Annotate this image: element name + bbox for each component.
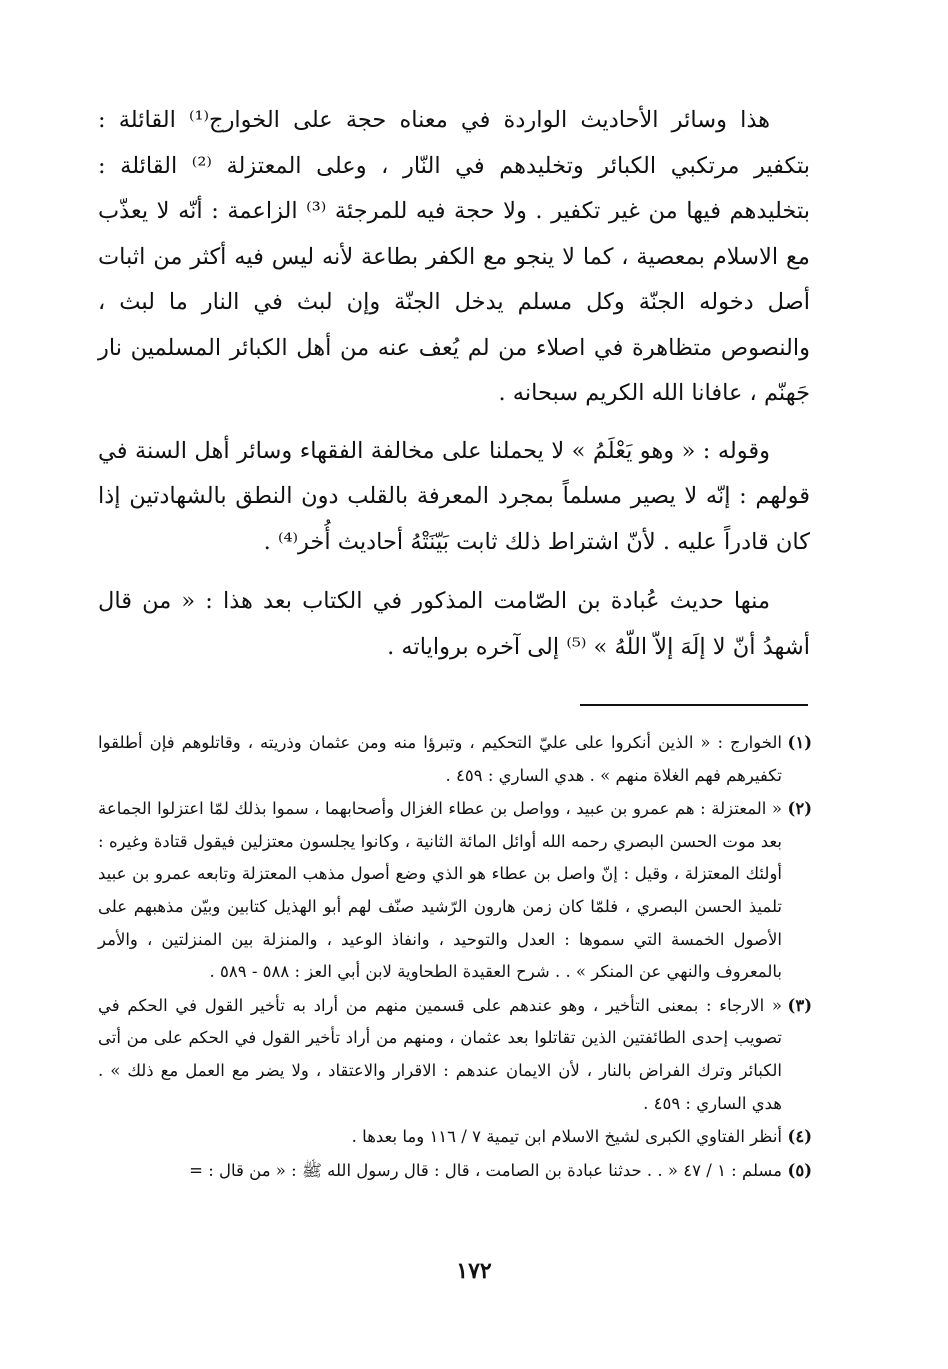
footnote-divider: [580, 704, 808, 706]
footnote-number: (٣): [787, 995, 812, 1015]
footnote-text: أنظر الفتاوي الكبرى لشيخ الاسلام ابن تيمية ٧ / ١١٦ وما بعدها .: [351, 1127, 782, 1147]
footnotes: [98, 727, 812, 1188]
footnote-text: مسلم : ١ / ٤٧ « . . حدثنا عبادة بن الصامت ، قال : قال رسول الله ﷺ : « من قال : =: [189, 1160, 782, 1180]
footnote-number: (١): [787, 733, 812, 752]
footnote-text: الخوارج : « الذين أنكروا على عليّ التحكيم ، وتبرؤا منه ومن عثمان وذريته ، وقاتلوهم فإن أطلقوا تكفيرهم فهم الغلاة منهم » . هدي الساري : ٤٥٩ .: [98, 733, 782, 785]
paragraph-2: وقوله : « وهو يَعْلَمُ » لا يحملنا على مخالفة الفقهاء وسائر أهل السنة في قولهم : إنّه لا يصير مسلماً بمجرد المعرفة بالقلب دون النطق بالشهادتين إذا كان قادراً عليه . لأنّ اشتراط ذلك ثابت بَيّنَتْهُ أحاديث أُخر⁽⁴⁾ .: [98, 437, 810, 555]
footnote-text: « الارجاء : بمعنى التأخير ، وهو عندهم على قسمين منهم من أراد به تأخير القول في الحكم في تصويب إحدى الطائفتين الذين تقاتلوا بعد عثمان ، ومنهم من أراد تأخير القول في الحكم على من أتى الكبائر وترك الفراض بالنار ، لأن الايمان عندهم : الاقرار والاعتقاد ، ولا يضر مع العمل مع ذلك » . هدي الساري : ٤٥٩ .: [98, 995, 782, 1113]
footnote-1: [98, 727, 812, 792]
paragraph-3: منها حديث عُبادة بن الصّامت المذكور في الكتاب بعد هذا : « من قال أشهدُ أنّ لا إلَهَ إلاّ اللّهُ » ⁽⁵⁾ إلى آخره برواياته .: [98, 588, 810, 660]
footnote-number: (٤): [787, 1127, 812, 1147]
paragraph-1: هذا وسائر الأحاديث الواردة في معناه حجة على الخوارج⁽¹⁾ القائلة : بتكفير مرتكبي الكبائر وتخليدهم في النّار ، وعلى المعتزلة ⁽²⁾ القائلة : بتخليدهم فيها من غير تكفير . ولا حجة فيه للمرجئة ⁽³⁾ الزاعمة : أنّه لا يعذّب مع الاسلام بمعصية ، كما لا ينجو مع الكفر بطاعة لأنه ليس فيه أكثر من اثبات أصل دخوله الجنّة وكل مسلم يدخل الجنّة وإن لبث في النار ما لبث ، والنصوص متظاهرة في اصلاء من لم يُعف عنه من أهل الكبائر المسلمين نار جَهنّم ، عافانا الله الكريم سبحانه .: [98, 107, 811, 406]
page-number: ١٧٢: [456, 1258, 492, 1284]
footnote-5: [98, 1155, 812, 1188]
main-text-body: [98, 98, 810, 670]
footnote-number: (٥): [787, 1160, 812, 1180]
footnote-2: [98, 793, 812, 989]
footnote-number: (٢): [787, 799, 812, 819]
footnote-4: [98, 1121, 812, 1154]
footnote-3: [98, 990, 812, 1120]
footnote-text: « المعتزلة : هم عمرو بن عبيد ، وواصل بن عطاء الغزال وأصحابهما ، سموا بذلك لمّا اعتزلوا الجماعة بعد موت الحسن البصري رحمه الله أوائل المائة الثانية ، وكانوا يجلسون معتزلين فيقول قتادة وغيره : أولئك المعتزلة ، وقيل : إنّ واصل بن عطاء هو الذي وضع أصول مذهب المعتزلة وتابعه عمرو بن عبيد تلميذ الحسن البصري ، فلمّا كان زمن هارون الرّشيد صنّف لهم أبو الهذيل كتابين وبيّن مذهبهم على الأصول الخمسة التي سموها : العدل والتوحيد ، وانفاذ الوعيد ، والمنزلة بين المنزلتين ، والأمر بالمعروف والنهي عن المنكر » . . شرح العقيدة الطحاوية لابن أبي العز : ٥٨٨ - ٥٨٩ .: [98, 799, 782, 982]
